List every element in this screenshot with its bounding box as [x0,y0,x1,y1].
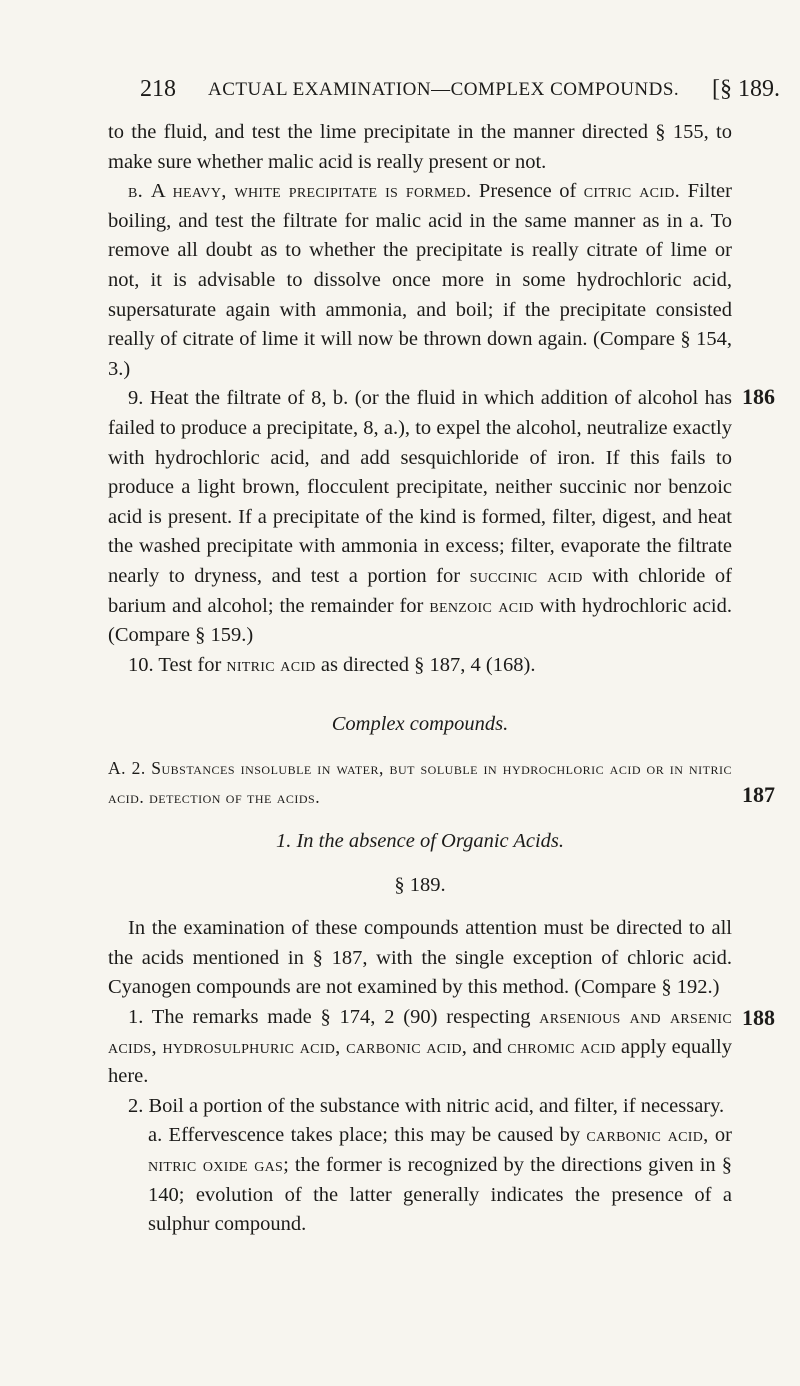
subheading: Complex compounds. [331,713,509,736]
paragraph: a. Effervescence takes place; this may be caused by carbonic acid, or nitric oxide gas; the former is recognized by the directions given in § 140; evolution of the latter generally indicates the presence of a sulphur compound. [148,1124,733,1236]
running-header [140,76,780,110]
paragraph: 1. The remarks made § 174, 2 (90) respecting arsenious and arsenic acids, hydrosulphuric acid, carbonic acid, and chromic acid apply equally here. [108,1006,732,1088]
section-number: § 189. [394,873,446,896]
paragraph: 10. Test for nitric acid as directed § 187, 4 (168). [128,653,536,676]
section-heading: A. 2. Substances insoluble in water, but soluble in hydrochloric acid or in nitric acid. detection of the acids. [108,757,732,808]
paragraph: to the fluid, and test the lime precipitate in the manner directed § 155, to make sure whether malic acid is really present or not. [108,121,732,173]
paragraph: In the examination of these compounds attention must be directed to all the acids mentioned in § 187, with the single exception of chloric acid. Cyanogen compounds are not examined by this method. (Compare § 192.) [108,917,732,999]
margin-number: 186 [742,384,775,409]
paragraph: β. A heavy, white precipitate is formed. Presence of citric acid. Filter boiling, and test the filtrate for malic acid in the same manner as in a. To remove all doubt as to whether the precipitate is really citrate of lime or not, it is advisable to dissolve once more in some hydrochloric acid, supersaturate again with ammonia, and boil; if the precipitate consisted really of citrate of lime it will now be thrown down again. (Compare § 154, 3.) [108,180,732,380]
subsection-heading: 1. In the absence of Organic Acids. [275,830,565,853]
margin-number: 188 [742,1005,775,1030]
page-number: 218 [140,76,176,102]
running-title: ACTUAL EXAMINATION—COMPLEX COMPOUNDS. [208,79,680,100]
header-section: [§ 189. [712,76,780,102]
paragraph: 9. Heat the filtrate of 8, b. (or the fluid in which addition of alcohol has failed to produce a precipitate, 8, a.), to expel the alcohol, neutralize exactly with hydrochloric acid, and add sesquichloride of iron. If this fails to produce a light brown, flocculent precipitate, neither succinic nor benzoic acid is present. If a precipitate of the kind is formed, filter, digest, and heat the washed precipitate with ammonia in excess; filter, evaporate the filtrate nearly to dryness, and test a portion for succinic acid with chloride of barium and alcohol; the remainder for benzoic acid with hydrochloric acid. (Compare § 159.) [108,387,732,647]
page-body [108,118,732,1240]
margin-number: 187 [742,782,775,807]
paragraph: 2. Boil a portion of the substance with nitric acid, and filter, if necessary. [128,1094,725,1117]
